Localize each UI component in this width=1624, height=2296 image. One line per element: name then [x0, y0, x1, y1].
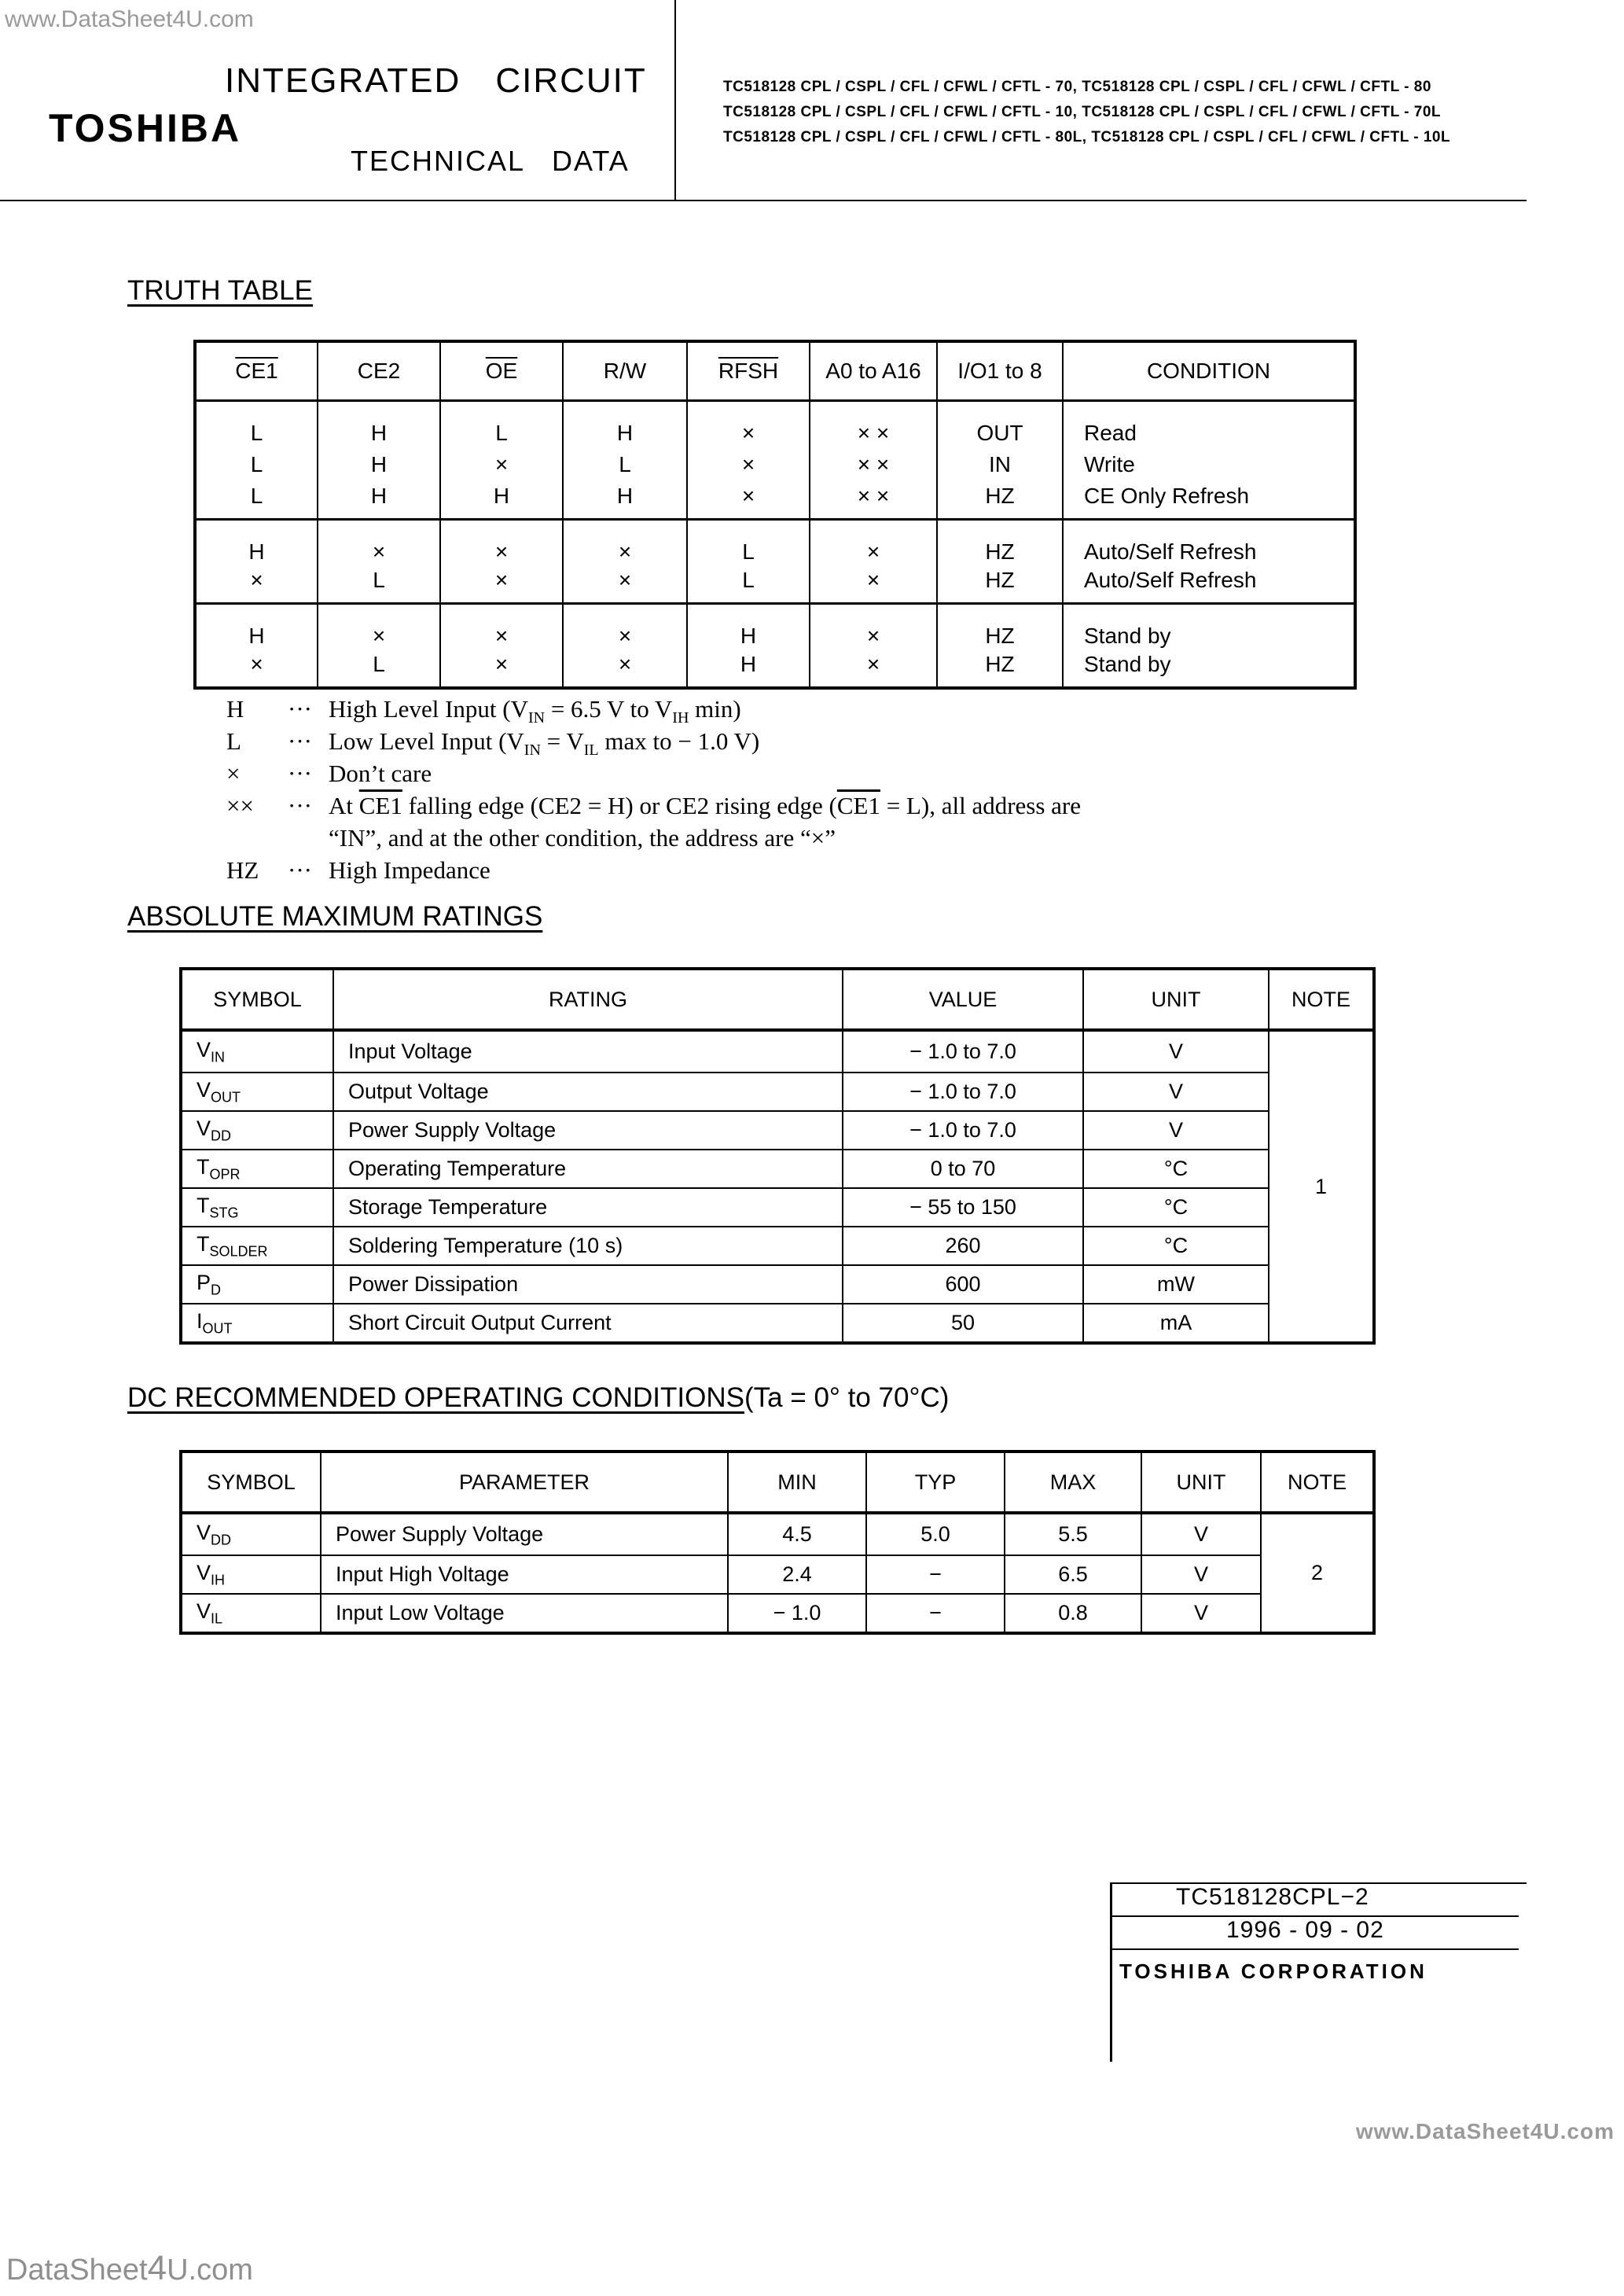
note-cell: 1	[1269, 1030, 1374, 1343]
table-cell: V	[1083, 1111, 1269, 1150]
symbol-cell	[181, 1227, 333, 1265]
table-cell: Input Voltage	[333, 1030, 843, 1073]
legend-text-part: At	[329, 792, 359, 819]
table-cell: 6.5	[1005, 1555, 1141, 1594]
table-cell: × ×	[810, 401, 937, 448]
symbol-subscript: DD	[211, 1532, 232, 1548]
symbol-letter: P	[197, 1270, 211, 1294]
legend-item-x	[226, 760, 1405, 792]
column-header: SYMBOL	[181, 1452, 321, 1513]
watermark-bottom-suffix: U.com	[167, 2254, 253, 2287]
symbol-subscript: IL	[211, 1610, 223, 1627]
legend-symbol: H	[226, 695, 244, 723]
table-row	[181, 1513, 1374, 1555]
symbol-subscript: DD	[211, 1128, 232, 1144]
table-cell: ×	[687, 482, 810, 520]
table-row	[195, 604, 1355, 651]
legend-text	[329, 695, 741, 727]
table-cell: Input Low Voltage	[321, 1594, 728, 1633]
symbol-letter: V	[197, 1560, 211, 1584]
legend-text-part: = L), all address are	[880, 792, 1082, 819]
table-cell: H	[563, 401, 687, 448]
symbol-letter: I	[197, 1308, 203, 1333]
table-cell: V	[1141, 1513, 1261, 1555]
table-cell: − 1.0 to 7.0	[843, 1073, 1083, 1111]
table-cell: HZ	[937, 566, 1063, 604]
footer-doc-id: TC518128CPL−2	[1176, 1884, 1369, 1910]
watermark-bottom-digit: 4	[147, 2249, 167, 2287]
table-row	[181, 1030, 1374, 1073]
legend-item-xx	[226, 792, 1405, 856]
symbol-cell	[181, 1111, 333, 1150]
legend-text-part: = V	[540, 727, 584, 755]
table-row	[195, 566, 1355, 604]
table-cell: L	[440, 401, 563, 448]
column-header: NOTE	[1269, 969, 1374, 1030]
header-technical-data	[351, 145, 630, 178]
column-header: A0 to A16	[810, 341, 937, 401]
table-cell: L	[318, 566, 440, 604]
legend-text: “IN”, and at the other condition, the address are “×”	[329, 824, 836, 852]
table-cell: 0.8	[1005, 1594, 1141, 1633]
header-integrated: INTEGRATED	[225, 61, 461, 100]
legend-subscript: IH	[672, 709, 689, 727]
table-cell: mA	[1083, 1304, 1269, 1343]
column-header	[440, 341, 563, 401]
table-cell: HZ	[937, 520, 1063, 567]
table-cell: L	[195, 401, 318, 448]
table-cell: ×	[563, 566, 687, 604]
table-row	[181, 1073, 1374, 1111]
table-cell: − 1.0	[728, 1594, 866, 1633]
table-cell: ×	[810, 566, 937, 604]
symbol-letter: V	[197, 1077, 211, 1102]
table-cell: HZ	[937, 482, 1063, 520]
table-row	[181, 1304, 1374, 1343]
watermark-bottom-prefix: DataSheet	[6, 2254, 148, 2287]
table-cell: CE Only Refresh	[1084, 484, 1250, 508]
column-header: UNIT	[1141, 1452, 1261, 1513]
table-cell: H	[318, 401, 440, 448]
table-cell: L	[195, 447, 318, 482]
header-divider	[674, 0, 676, 200]
header-data: DATA	[552, 145, 630, 177]
table-cell: ×	[810, 604, 937, 651]
table-row	[181, 1594, 1374, 1633]
legend-text-part: Low Level Input (V	[329, 727, 524, 755]
header-label: CE1	[235, 359, 278, 383]
table-cell: × ×	[810, 482, 937, 520]
table-cell: − 1.0 to 7.0	[843, 1111, 1083, 1150]
table-row	[195, 401, 1355, 448]
symbol-cell	[181, 1188, 333, 1227]
note-cell: 2	[1261, 1513, 1374, 1633]
column-header: NOTE	[1261, 1452, 1374, 1513]
dc-title-main: DC RECOMMENDED OPERATING CONDITIONS	[127, 1382, 744, 1413]
table-cell: 600	[843, 1265, 1083, 1304]
watermark-top: www.DataSheet4U.com	[5, 6, 254, 32]
table-cell: 5.0	[866, 1513, 1005, 1555]
legend-subscript: IN	[527, 709, 546, 727]
table-cell: Storage Temperature	[333, 1188, 843, 1227]
table-cell: L	[318, 650, 440, 688]
symbol-subscript: SOLDER	[209, 1243, 268, 1260]
header-label: $\overline{OE}$	[485, 359, 518, 383]
table-cell: H	[687, 604, 810, 651]
symbol-cell	[181, 1555, 321, 1594]
legend-symbol: L	[226, 727, 241, 755]
column-header	[687, 341, 810, 401]
legend-text: Don’t care	[329, 760, 432, 787]
legend-dots: ···	[288, 760, 312, 787]
table-cell: Read	[1084, 421, 1137, 445]
table-cell: V	[1083, 1073, 1269, 1111]
legend-symbol: ×	[226, 760, 241, 787]
table-cell: ×	[195, 650, 318, 688]
legend-dots: ···	[288, 792, 312, 819]
table-cell: ×	[318, 604, 440, 651]
table-cell: H	[195, 604, 318, 651]
table-cell: ×	[440, 604, 563, 651]
table-header-row	[181, 969, 1374, 1030]
table-cell: ×	[440, 650, 563, 688]
footer-date: 1996 - 09 - 02	[1226, 1917, 1384, 1943]
table-cell: ×	[563, 650, 687, 688]
symbol-subscript: D	[211, 1282, 222, 1298]
table-cell: H	[318, 447, 440, 482]
table-cell: OUT	[937, 401, 1063, 448]
table-row	[181, 1188, 1374, 1227]
symbol-cell	[181, 1304, 333, 1343]
table-cell: L	[563, 447, 687, 482]
part-number-line: TC518128 CPL / CSPL / CFL / CFWL / CFTL - 80L, TC518128 CPL / CSPL / CFL / CFWL / CFTL - 10L	[723, 129, 1451, 145]
table-cell: ×	[440, 566, 563, 604]
table-cell: − 1.0 to 7.0	[843, 1030, 1083, 1073]
table-cell: V	[1141, 1594, 1261, 1633]
table-row	[181, 1150, 1374, 1188]
column-header: VALUE	[843, 969, 1083, 1030]
symbol-cell	[181, 1030, 333, 1073]
column-header: R/W	[563, 341, 687, 401]
abs-max-table	[179, 967, 1376, 1345]
legend-text	[329, 792, 1081, 820]
table-cell: L	[687, 566, 810, 604]
table-row	[195, 447, 1355, 482]
legend-dots: ···	[288, 856, 312, 884]
column-header: I/O1 to 8	[937, 341, 1063, 401]
symbol-subscript: OUT	[202, 1320, 233, 1337]
abs-max-title: ABSOLUTE MAXIMUM RATINGS	[127, 901, 543, 932]
table-row	[195, 520, 1355, 567]
table-cell: Auto/Self Refresh	[1063, 520, 1355, 567]
legend-item-h	[226, 695, 1405, 727]
table-cell: HZ	[937, 650, 1063, 688]
column-header: CONDITION	[1063, 341, 1355, 401]
table-cell: Input High Voltage	[321, 1555, 728, 1594]
table-cell: Auto/Self Refresh	[1084, 568, 1257, 592]
symbol-subscript: IH	[211, 1572, 226, 1588]
table-cell: Write	[1084, 452, 1135, 476]
table-row	[195, 650, 1355, 688]
dc-conditions-table	[179, 1450, 1376, 1635]
table-cell: 5.5	[1005, 1513, 1141, 1555]
column-header	[195, 341, 318, 401]
table-cell: IN	[937, 447, 1063, 482]
legend-dots: ···	[288, 727, 312, 755]
column-header: RATING	[333, 969, 843, 1030]
table-cell: Power Supply Voltage	[333, 1111, 843, 1150]
table-cell: 0 to 70	[843, 1150, 1083, 1188]
table-header-row	[181, 1452, 1374, 1513]
table-cell: H	[687, 650, 810, 688]
symbol-letter: V	[197, 1037, 211, 1062]
table-cell: Stand by	[1084, 652, 1171, 676]
table-cell: V	[1141, 1555, 1261, 1594]
legend-symbol: HZ	[226, 856, 259, 884]
table-cell: ×	[195, 566, 318, 604]
dc-conditions-title	[127, 1382, 949, 1414]
column-header: MAX	[1005, 1452, 1141, 1513]
table-cell: Power Dissipation	[333, 1265, 843, 1304]
symbol-subscript: STG	[209, 1205, 239, 1221]
table-cell: H	[195, 520, 318, 567]
table-cell: 4.5	[728, 1513, 866, 1555]
table-cell: mW	[1083, 1265, 1269, 1304]
table-cell: Operating Temperature	[333, 1150, 843, 1188]
watermark-middle: www.DataSheet4U.com	[1355, 2119, 1615, 2143]
symbol-subscript: OUT	[211, 1089, 241, 1106]
symbol-letter: T	[197, 1231, 210, 1256]
symbol-letter: V	[197, 1599, 211, 1623]
table-cell: HZ	[937, 604, 1063, 651]
table-cell: ×	[810, 520, 937, 567]
table-row	[181, 1265, 1374, 1304]
symbol-cell	[181, 1594, 321, 1633]
symbol-subscript: IN	[211, 1049, 226, 1065]
table-row	[181, 1555, 1374, 1594]
table-cell: −	[866, 1555, 1005, 1594]
dc-title-suffix: (Ta = 0° to 70°C)	[744, 1382, 950, 1413]
legend-dots: ···	[288, 695, 312, 723]
header-label: RFSH	[718, 359, 779, 383]
table-cell: °C	[1083, 1150, 1269, 1188]
symbol-cell	[181, 1150, 333, 1188]
brand-logo: TOSHIBA	[49, 106, 242, 150]
legend-item-hz	[226, 856, 1405, 889]
symbol-letter: V	[197, 1116, 211, 1140]
table-cell: °C	[1083, 1188, 1269, 1227]
table-cell: −	[866, 1594, 1005, 1633]
table-row	[181, 1111, 1374, 1150]
legend-text-part: falling edge (CE2 = H) or CE2 rising edge (	[402, 792, 837, 819]
table-row	[195, 482, 1355, 520]
footer-corporation: TOSHIBA CORPORATION	[1119, 1959, 1427, 1983]
legend-item-l	[226, 727, 1405, 760]
table-cell: L	[195, 482, 318, 520]
header-circuit: CIRCUIT	[495, 61, 647, 100]
legend-text-part: High Level Input (V	[329, 695, 528, 723]
symbol-letter: V	[197, 1520, 211, 1544]
table-cell: 260	[843, 1227, 1083, 1265]
watermark-bottom	[6, 2249, 253, 2288]
symbol-cell	[181, 1073, 333, 1111]
table-cell: ×	[687, 447, 810, 482]
symbol-letter: T	[197, 1154, 210, 1179]
table-cell: ×	[810, 650, 937, 688]
table-header-row	[195, 341, 1355, 401]
table-cell: H	[318, 482, 440, 520]
table-cell: °C	[1083, 1227, 1269, 1265]
part-number-line: TC518128 CPL / CSPL / CFL / CFWL / CFTL - 70, TC518128 CPL / CSPL / CFL / CFWL / CFTL - 80	[723, 79, 1431, 95]
table-cell: 50	[843, 1304, 1083, 1343]
footer-rule	[1110, 1948, 1519, 1950]
table-cell: H	[440, 482, 563, 520]
column-header: TYP	[866, 1452, 1005, 1513]
column-header: SYMBOL	[181, 969, 333, 1030]
table-cell: ×	[563, 604, 687, 651]
symbol-cell	[181, 1265, 333, 1304]
legend-text-part: = 6.5 V to V	[545, 695, 673, 723]
truth-table-title: TRUTH TABLE	[127, 275, 313, 306]
part-number-line: TC518128 CPL / CSPL / CFL / CFWL / CFTL - 10, TC518128 CPL / CSPL / CFL / CFWL / CFTL - 70L	[723, 104, 1441, 120]
table-cell: Soldering Temperature (10 s)	[333, 1227, 843, 1265]
truth-table	[193, 340, 1357, 690]
table-cell: − 55 to 150	[843, 1188, 1083, 1227]
column-header: CE2	[318, 341, 440, 401]
legend-text-part: CE1	[358, 792, 402, 819]
legend-text: High Impedance	[329, 856, 491, 884]
legend-subscript: IL	[583, 741, 599, 760]
table-cell: 2.4	[728, 1555, 866, 1594]
column-header: UNIT	[1083, 969, 1269, 1030]
header-integrated-circuit	[225, 61, 647, 101]
table-cell: ×	[440, 447, 563, 482]
table-cell: Short Circuit Output Current	[333, 1304, 843, 1343]
legend-text	[329, 727, 759, 760]
table-cell: Stand by	[1063, 604, 1355, 651]
legend-text-part: CE1	[836, 792, 880, 819]
header-technical: TECHNICAL	[351, 145, 526, 177]
header-rule	[0, 200, 1527, 201]
table-row	[181, 1227, 1374, 1265]
table-cell: ×	[563, 520, 687, 567]
symbol-subscript: OPR	[209, 1166, 241, 1183]
legend-text-part: max to − 1.0 V)	[598, 727, 760, 755]
legend-text-part: min)	[689, 695, 741, 723]
symbol-cell	[181, 1513, 321, 1555]
legend-subscript: IN	[524, 741, 541, 760]
table-cell: ×	[687, 401, 810, 448]
table-cell: V	[1083, 1030, 1269, 1073]
legend-symbol: ××	[226, 792, 254, 819]
column-header: PARAMETER	[321, 1452, 728, 1513]
table-cell: Power Supply Voltage	[321, 1513, 728, 1555]
table-cell: H	[563, 482, 687, 520]
table-cell: × ×	[810, 447, 937, 482]
symbol-letter: T	[197, 1193, 210, 1217]
table-cell: ×	[318, 520, 440, 567]
table-cell: ×	[440, 520, 563, 567]
table-cell: Output Voltage	[333, 1073, 843, 1111]
table-cell: L	[687, 520, 810, 567]
column-header: MIN	[728, 1452, 866, 1513]
